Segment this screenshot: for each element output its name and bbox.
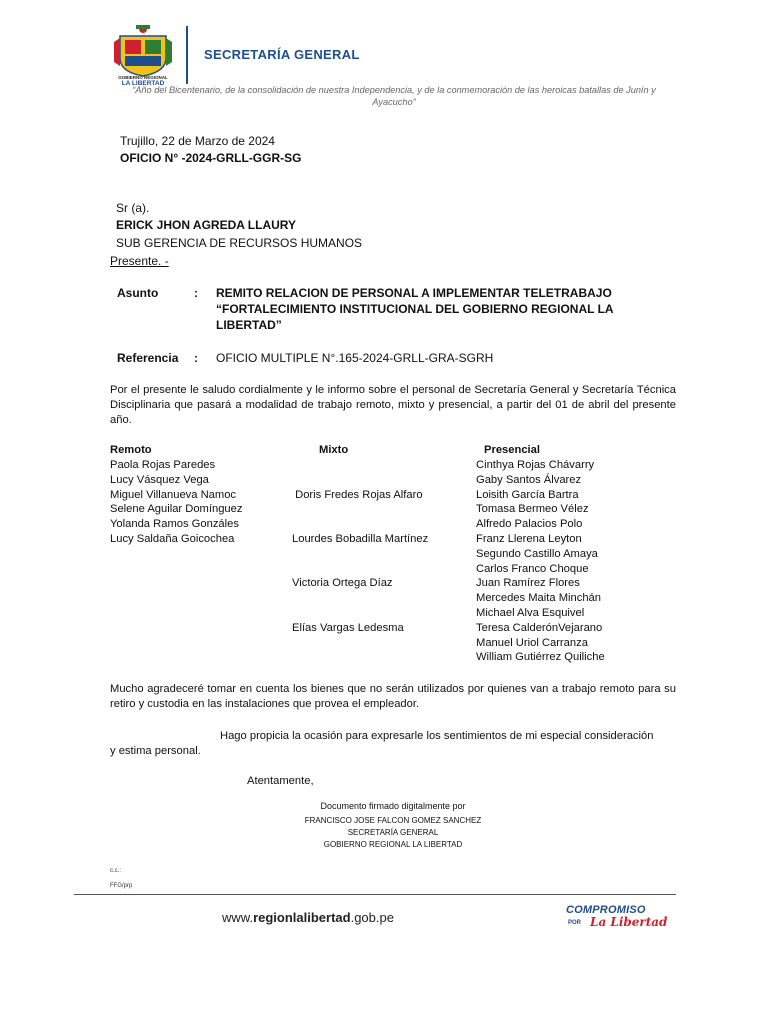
list-item: Carlos Franco Choque	[476, 562, 589, 575]
subject-line-2: “FORTALECIMIENTO INSTITUCIONAL DEL GOBIERNO REGIONAL LA	[216, 302, 614, 316]
reference-label: Referencia	[117, 351, 179, 365]
oficio-number: OFICIO N° -2024-GRLL-GGR-SG	[120, 151, 302, 165]
list-item: Alfredo Palacios Polo	[476, 518, 583, 531]
list-item: Loisith García Bartra	[476, 488, 579, 501]
website-prefix: www.	[222, 910, 254, 925]
remoto-list	[110, 458, 242, 547]
author-initials: FFG/prp	[110, 883, 133, 889]
list-item: Franz Llerena Leyton	[476, 532, 582, 545]
campaign-por-text: POR	[568, 920, 582, 926]
crest-caption-top: GOBIERNO REGIONAL	[118, 75, 168, 80]
reference-value: OFICIO MULTIPLE N°.165-2024-GRLL-GRA-SGRH	[216, 351, 494, 365]
campaign-bottom-text: La Libertad	[590, 915, 668, 929]
subject-line-3: LIBERTAD”	[216, 318, 282, 332]
recipient-office: SUB GERENCIA DE RECURSOS HUMANOS	[116, 236, 363, 250]
signature-line-1: Documento firmado digitalmente por	[320, 801, 466, 811]
closing-paragraph: Mucho agradeceré tomar en cuenta los bienes que no serán utilizados por quienes van a trabajo remoto para su retiro y custodia en las instalaciones que provea el empleador.	[110, 683, 676, 710]
column-heading-remoto: Remoto	[110, 444, 152, 456]
recipient-name: ERICK JHON AGREDA LLAURY	[116, 218, 297, 232]
campaign-top-text: COMPROMISO	[566, 904, 646, 916]
list-item: Doris Fredes Rojas Alfaro	[292, 488, 423, 501]
list-item: Segundo Castillo Amaya	[476, 547, 598, 560]
courtesy-line-1: Hago propicia la ocasión para expresarle los sentimientos de mi especial consideración	[220, 730, 654, 742]
list-item: Tomasa Bermeo Vélez	[476, 503, 589, 516]
salutation: Sr (a).	[116, 201, 150, 215]
cc-label: c.c.:	[110, 868, 122, 874]
subject-colon: :	[194, 286, 198, 300]
signature-position: SECRETARÍA GENERAL	[347, 828, 439, 837]
list-item: Paola Rojas Paredes	[110, 459, 216, 471]
website-suffix: .gob.pe	[350, 910, 394, 925]
list-item: William Gutiérrez Quiliche	[476, 651, 605, 664]
place-date: Trujillo, 22 de Marzo de 2024	[120, 134, 275, 148]
list-item: Juan Ramírez Flores	[476, 577, 580, 590]
crest-caption-bottom: LA LIBERTAD	[121, 80, 165, 87]
compromiso-campaign-logo	[560, 902, 670, 936]
website-link[interactable]	[222, 910, 394, 925]
column-heading-mixto: Mixto	[319, 444, 349, 456]
list-item: Manuel Uriol Carranza	[476, 636, 588, 649]
farewell: Atentamente,	[247, 775, 314, 787]
list-item: Victoria Ortega Díaz	[292, 577, 393, 590]
reference-colon: :	[194, 351, 198, 365]
list-item: Elías Vargas Ledesma	[292, 621, 404, 634]
list-item: Lucy Saldaña Goicochea	[110, 532, 235, 545]
signature-signer: FRANCISCO JOSE FALCON GOMEZ SANCHEZ	[304, 816, 482, 825]
list-item: Lourdes Bobadilla Martínez	[292, 532, 429, 545]
list-item: Lucy Vásquez Vega	[110, 473, 209, 486]
footer-divider	[74, 894, 676, 895]
list-item: Miguel Villanueva Namoc	[110, 488, 237, 501]
subject-label: Asunto	[117, 286, 159, 300]
intro-paragraph: Por el presente le saludo cordialmente y le informo sobre el personal de Secretaría General y Secretaría Técnica Disciplinaria que pasará a modalidad de trabajo remoto, mixto y presencial, a partir del 01 de abril del presente año.	[110, 384, 676, 426]
subject-line-1: REMITO RELACION DE PERSONAL A IMPLEMENTAR TELETRABAJO	[216, 286, 612, 300]
presente-line: Presente. -	[110, 254, 169, 268]
regional-crest-logo	[112, 22, 174, 86]
list-item: Michael Alva Esquivel	[476, 606, 585, 619]
list-item: Yolanda Ramos Gonzáles	[110, 518, 239, 531]
list-item: Selene Aguilar Domínguez	[110, 503, 243, 516]
website-domain: regionlalibertad	[253, 910, 351, 925]
courtesy-line-2: y estima personal.	[110, 745, 201, 757]
list-item: Mercedes Maita Minchán	[476, 592, 601, 605]
header-divider	[186, 26, 188, 84]
department-title: SECRETARÍA GENERAL	[204, 47, 360, 62]
column-heading-presencial: Presencial	[484, 444, 540, 456]
list-item: Teresa CalderónVejarano	[476, 621, 603, 634]
list-item: Gaby Santos Álvarez	[476, 473, 582, 486]
presencial-list	[476, 458, 605, 665]
mixto-list	[292, 458, 428, 650]
list-item: Cinthya Rojas Chávarry	[476, 459, 595, 471]
year-motto: “Año del Bicentenario, de la consolidación de nuestra Independencia, y de la conmemoración de las heroicas batallas de Junín y Ayacucho”	[132, 85, 656, 107]
signature-institution: GOBIERNO REGIONAL LA LIBERTAD	[323, 840, 463, 849]
